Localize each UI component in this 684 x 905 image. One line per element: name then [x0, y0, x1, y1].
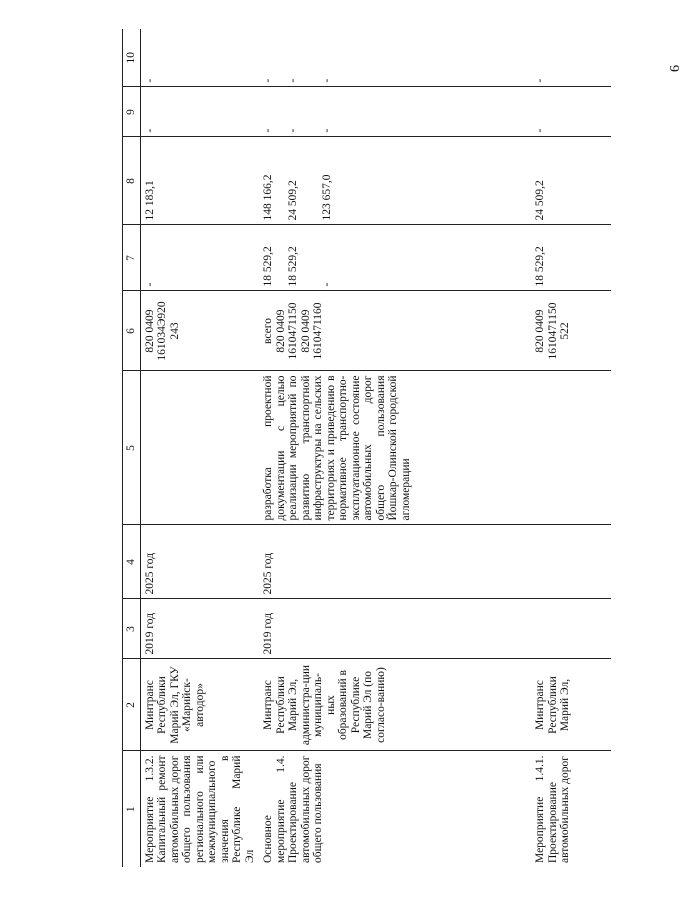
value-col7: -	[140, 225, 259, 291]
start-year: 2019 год	[140, 599, 259, 659]
table-row	[259, 29, 531, 867]
end-year: 2025 год	[140, 525, 259, 599]
table-row	[140, 29, 259, 867]
budget-code: 820 0409 161034Э920 243	[140, 291, 259, 371]
value-col9: - - -	[259, 87, 531, 137]
value-col8: 24 509,2	[531, 137, 611, 225]
executor: Минтранс Республики Марий Эл, ГКУ «Марийск-автодор»	[140, 659, 259, 751]
end-year	[531, 525, 611, 599]
column-number: 10	[123, 29, 141, 87]
column-number: 9	[123, 87, 141, 137]
page-number: 6	[668, 65, 683, 72]
column-number: 6	[123, 291, 141, 371]
expected-result: разработка проектной документации с целью реализации мероприятий по развитию транспортной инфраструктуры на сельских территориях и приведению в нормативное транспортно-эксплуатационное состояние автомобильных дорог общего пользования Йошкар-Олинской городской агломерации	[259, 371, 531, 525]
budget-code: всего 820 0409 1610471150 820 0409 1610471160	[259, 291, 531, 371]
column-number: 4	[123, 525, 141, 599]
budget-code: 820 0409 1610471150 522	[531, 291, 611, 371]
column-number: 7	[123, 225, 141, 291]
value-col8: 12 183,1	[140, 137, 259, 225]
value-col7: 18 529,2 18 529,2 -	[259, 225, 531, 291]
event-name: Основное мероприятие 1.4. Проектирование автомобильных дорог общего пользования	[262, 755, 324, 863]
end-year: 2025 год	[259, 525, 531, 599]
column-number: 2	[123, 659, 141, 751]
value-col10: - - -	[259, 29, 531, 87]
column-number-row	[123, 29, 141, 867]
expected-result	[140, 371, 259, 525]
value-col9: -	[140, 87, 259, 137]
event-name: Мероприятие 1.4.1. Проектирование автомобильных дорог	[534, 755, 571, 863]
start-year	[531, 599, 611, 659]
program-table	[122, 29, 611, 867]
value-col10: -	[531, 29, 611, 87]
executor: Минтранс Республики Марий Эл, администра-ции муниципаль-ных образований в Республике Марий Эл (по согласо-ванию)	[259, 659, 531, 751]
event-name: Мероприятие 1.3.2. Капитальный ремонт автомобильных дорог общего пользования регионального или межмуниципального значения в Республике Марий Эл	[143, 755, 256, 863]
column-number: 5	[123, 371, 141, 525]
expected-result	[531, 371, 611, 525]
value-col10: -	[140, 29, 259, 87]
start-year: 2019 год	[259, 599, 531, 659]
column-number: 1	[123, 751, 141, 867]
column-number: 3	[123, 599, 141, 659]
value-col7: 18 529,2	[531, 225, 611, 291]
table-row	[531, 29, 611, 867]
value-col8: 148 166,2 24 509,2 123 657,0	[259, 137, 531, 225]
value-col9: -	[531, 87, 611, 137]
executor: Минтранс Республики Марий Эл,	[531, 659, 611, 751]
column-number: 8	[123, 137, 141, 225]
